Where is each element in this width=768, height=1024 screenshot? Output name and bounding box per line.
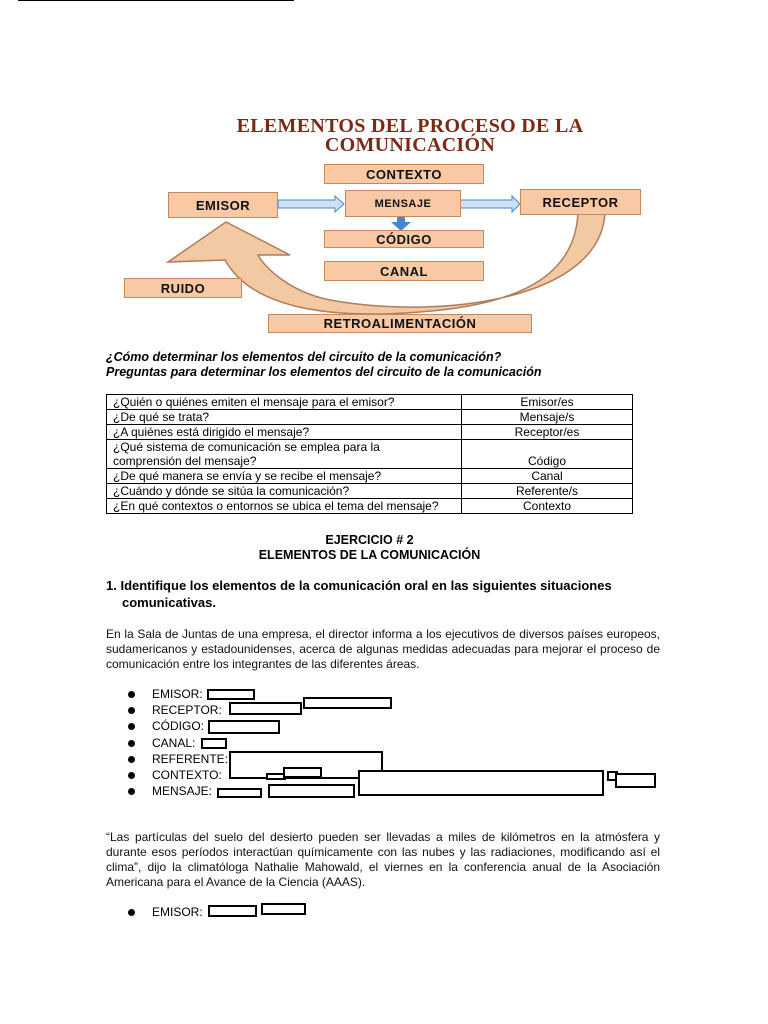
- item-1-line-2: comunicativas.: [122, 595, 216, 610]
- list-item: CANAL:: [128, 735, 195, 751]
- answer-cell: Receptor/es: [462, 425, 633, 440]
- box-contexto: CONTEXTO: [324, 164, 484, 184]
- table-row: [107, 484, 633, 499]
- answer-box-receptor[interactable]: [229, 702, 302, 715]
- table-row: [107, 425, 633, 440]
- box-ruido: RUIDO: [124, 278, 242, 298]
- table-row: [107, 499, 633, 514]
- question-cell: ¿Qué sistema de comunicación se emplea para la comprensión del mensaje?: [107, 440, 462, 469]
- answer-box-receptor-2[interactable]: [303, 697, 392, 709]
- table-row: [107, 440, 633, 469]
- answer-cell: Canal: [462, 469, 633, 484]
- box-canal: CANAL: [324, 261, 484, 281]
- questions-table: [106, 394, 633, 514]
- bullet-icon: [128, 909, 135, 916]
- list-item: REFERENTE:: [128, 751, 228, 767]
- answer-box-emisor[interactable]: [207, 689, 255, 700]
- paragraph-1: En la Sala de Juntas de una empresa, el director informa a los ejecutivos de diversos países europeos, sudamericanos y estadounidenses, acerca de algunas medidas adecuadas para mejorar el proceso de comunicación entre los integrantes de las diferentes áreas.: [106, 627, 660, 671]
- answer-box-emisor-2b[interactable]: [261, 903, 306, 915]
- list-item: EMISOR:: [128, 904, 203, 920]
- questions-heading-1: ¿Cómo determinar los elementos del circuito de la comunicación?: [106, 350, 502, 364]
- diagram-title-line1: ELEMENTOS DEL PROCESO DE LA: [236, 115, 584, 137]
- list-item: EMISOR:: [128, 686, 203, 702]
- bullet-icon: [128, 772, 135, 779]
- question-cell: ¿Quién o quiénes emiten el mensaje para el emisor?: [107, 395, 462, 410]
- answer-box-canal[interactable]: [201, 738, 227, 749]
- box-retroalimentacion: RETROALIMENTACIÓN: [268, 314, 532, 333]
- arrow-emisor-mensaje: [278, 196, 344, 212]
- box-codigo: CÓDIGO: [324, 230, 484, 248]
- list-item: CONTEXTO:: [128, 767, 222, 783]
- question-cell: ¿De qué se trata?: [107, 410, 462, 425]
- list-item: MENSAJE:: [128, 783, 212, 799]
- bullet-icon: [128, 723, 135, 730]
- bullet-icon: [128, 756, 135, 763]
- bullet-icon: [128, 691, 135, 698]
- exercise-subtitle: ELEMENTOS DE LA COMUNICACIÓN: [258, 548, 481, 562]
- answer-box-mensaje-3[interactable]: [358, 770, 604, 796]
- arrow-mensaje-codigo: [391, 216, 411, 231]
- answer-box-mensaje[interactable]: [217, 788, 262, 798]
- diagram-title-line2: COMUNICACIÓN: [324, 134, 496, 156]
- list-item: CÓDIGO:: [128, 718, 204, 734]
- answer-cell: Contexto: [462, 499, 633, 514]
- questions-heading-2: Preguntas para determinar los elementos del circuito de la comunicación: [106, 365, 542, 379]
- box-mensaje: MENSAJE: [345, 190, 461, 217]
- exercise-title: EJERCICIO # 2: [325, 533, 414, 547]
- answer-box-codigo[interactable]: [208, 720, 280, 734]
- question-cell: ¿En qué contextos o entornos se ubica el tema del mensaje?: [107, 499, 462, 514]
- table-row: [107, 469, 633, 484]
- answer-box-mensaje-2[interactable]: [268, 784, 355, 798]
- list-item: RECEPTOR:: [128, 702, 222, 718]
- box-receptor: RECEPTOR: [520, 189, 641, 215]
- question-cell: ¿A quiénes está dirigido el mensaje?: [107, 425, 462, 440]
- answer-cell: Referente/s: [462, 484, 633, 499]
- question-cell: ¿Cuándo y dónde se sitúa la comunicación?: [107, 484, 462, 499]
- answer-cell: Mensaje/s: [462, 410, 633, 425]
- answer-box-contexto[interactable]: [283, 767, 322, 778]
- answer-cell: Emisor/es: [462, 395, 633, 410]
- arrow-mensaje-receptor: [460, 196, 520, 212]
- table-row: [107, 395, 633, 410]
- answer-cell: Código: [462, 440, 633, 469]
- table-row: [107, 410, 633, 425]
- bullet-icon: [128, 788, 135, 795]
- question-cell: ¿De qué manera se envía y se recibe el mensaje?: [107, 469, 462, 484]
- bullet-icon: [128, 707, 135, 714]
- bullet-icon: [128, 740, 135, 747]
- answer-box-mensaje-5[interactable]: [615, 773, 656, 788]
- item-1-line-1: 1. Identifique los elementos de la comunicación oral en las siguientes situaciones: [106, 578, 612, 593]
- paragraph-2: “Las partículas del suelo del desierto pueden ser llevadas a miles de kilómetros en la atmósfera y durante esos períodos interactúan químicamente con las nubes y las radiaciones, modificando así el clima”, dijo la climatóloga Nathalie Mahowald, el viernes en la conferencia anual de la Asociación Americana para el Avance de la Ciencia (AAAS).: [106, 830, 660, 889]
- answer-box-emisor-2[interactable]: [208, 905, 257, 917]
- box-emisor: EMISOR: [168, 192, 278, 218]
